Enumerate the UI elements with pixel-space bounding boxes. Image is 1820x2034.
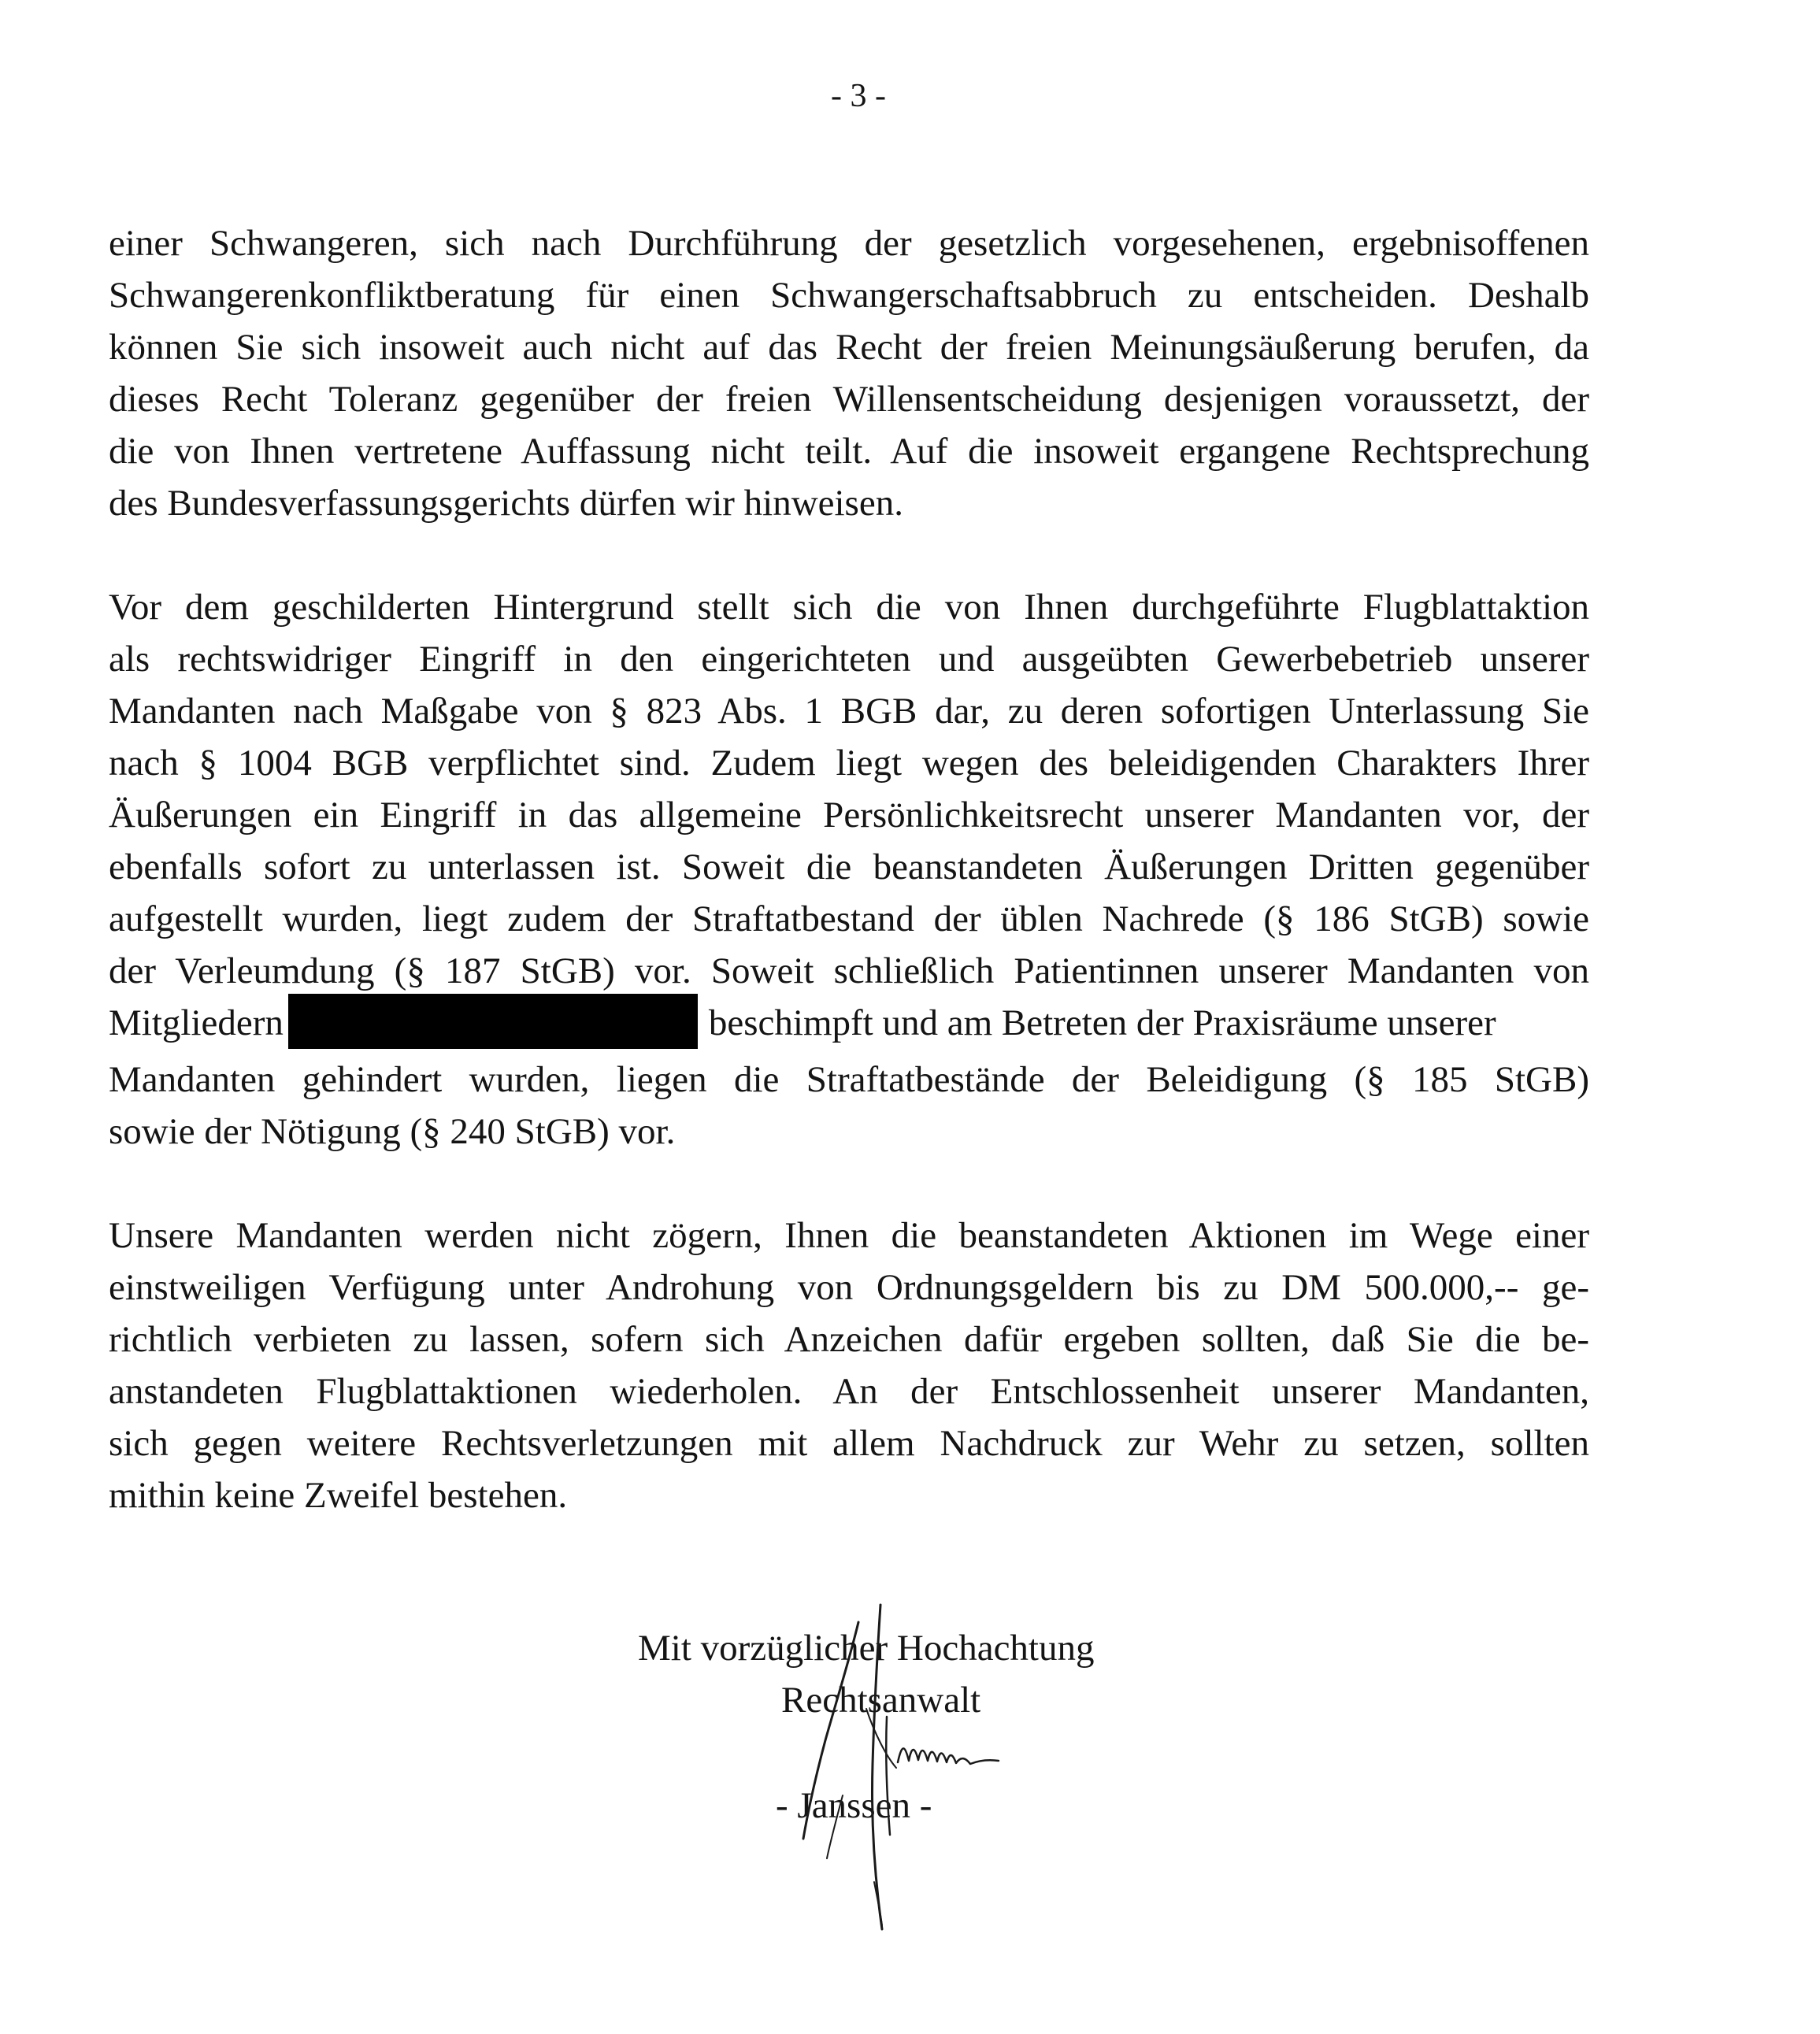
text-before-redaction: Mitgliedern bbox=[109, 1002, 284, 1043]
text-line: dieses Recht Toleranz gegenüber der freien Willensentscheidung desjenigen voraussetzt, der bbox=[109, 379, 1589, 420]
text-line: sowie der Nötigung (§ 240 StGB) vor. bbox=[109, 1111, 676, 1153]
redacted-text-line bbox=[109, 997, 1589, 1054]
text-line: Schwangerenkonfliktberatung für einen Schwangerschaftsabbruch zu entscheiden. Deshalb bbox=[109, 275, 1589, 316]
handwritten-signature bbox=[748, 1599, 1047, 1937]
text-line: nach § 1004 BGB verpflichtet sind. Zudem liegt wegen des beleidigenden Charakters Ihrer bbox=[109, 743, 1589, 784]
text-line: Unsere Mandanten werden nicht zögern, Ihnen die beanstandeten Aktionen im Wege einer bbox=[109, 1215, 1589, 1257]
text-line: sich gegen weitere Rechtsverletzungen mit allem Nachdruck zur Wehr zu setzen, sollten bbox=[109, 1423, 1589, 1465]
text-line: einstweiligen Verfügung unter Androhung von Ordnungsgeldern bis zu DM 500.000,-- ge- bbox=[109, 1267, 1589, 1309]
text-line: Vor dem geschilderten Hintergrund stellt sich die von Ihnen durchgeführte Flugblattaktion bbox=[109, 587, 1589, 628]
signer-title: Rechtsanwalt bbox=[781, 1680, 981, 1721]
text-line: anstandeten Flugblattaktionen wiederholen. An der Entschlossenheit unserer Mandanten, bbox=[109, 1371, 1589, 1413]
text-line: einer Schwangeren, sich nach Durchführung der gesetzlich vorgesehenen, ergebnisoffenen bbox=[109, 223, 1589, 264]
signer-name: - Janssen - bbox=[776, 1785, 932, 1826]
text-line: des Bundesverfassungsgerichts dürfen wir hinweisen. bbox=[109, 483, 903, 524]
paragraph-2 bbox=[109, 581, 1589, 1158]
text-after-redaction: beschimpft und am Betreten der Praxisräume unserer bbox=[708, 1002, 1496, 1043]
text-line: die von Ihnen vertretene Auffassung nicht teilt. Auf die insoweit ergangene Rechtsprechung bbox=[109, 431, 1589, 472]
text-line: als rechtswidriger Eingriff in den eingerichteten und ausgeübten Gewerbebetrieb unserer bbox=[109, 639, 1589, 680]
text-line: Mandanten gehindert wurden, liegen die Straftatbestände der Beleidigung (§ 185 StGB) bbox=[109, 1059, 1589, 1101]
text-line: Äußerungen ein Eingriff in das allgemeine Persönlichkeitsrecht unserer Mandanten vor, der bbox=[109, 795, 1589, 835]
page-number: - 3 - bbox=[831, 78, 886, 114]
text-line: aufgestellt wurden, liegt zudem der Straftatbestand der üblen Nachrede (§ 186 StGB) sowie bbox=[109, 898, 1589, 939]
redaction-bar bbox=[288, 994, 698, 1049]
text-line: richtlich verbieten zu lassen, sofern sich Anzeichen dafür ergeben sollten, daß Sie die be- bbox=[109, 1319, 1589, 1361]
closing-salutation: Mit vorzüglicher Hochachtung bbox=[638, 1628, 1095, 1669]
text-line: der Verleumdung (§ 187 StGB) vor. Soweit schließlich Patientinnen unserer Mandanten von bbox=[109, 950, 1589, 991]
text-line: mithin keine Zweifel bestehen. bbox=[109, 1475, 568, 1517]
letter-body bbox=[109, 217, 1589, 1573]
paragraph-1 bbox=[109, 217, 1589, 529]
text-line: ebenfalls sofort zu unterlassen ist. Soweit die beanstandeten Äußerungen Dritten gegenüber bbox=[109, 847, 1589, 887]
text-line: Mandanten nach Maßgabe von § 823 Abs. 1 BGB dar, zu deren sofortigen Unterlassung Sie bbox=[109, 691, 1589, 732]
text-line: können Sie sich insoweit auch nicht auf das Recht der freien Meinungsäußerung berufen, da bbox=[109, 327, 1589, 368]
paragraph-3 bbox=[109, 1210, 1589, 1521]
